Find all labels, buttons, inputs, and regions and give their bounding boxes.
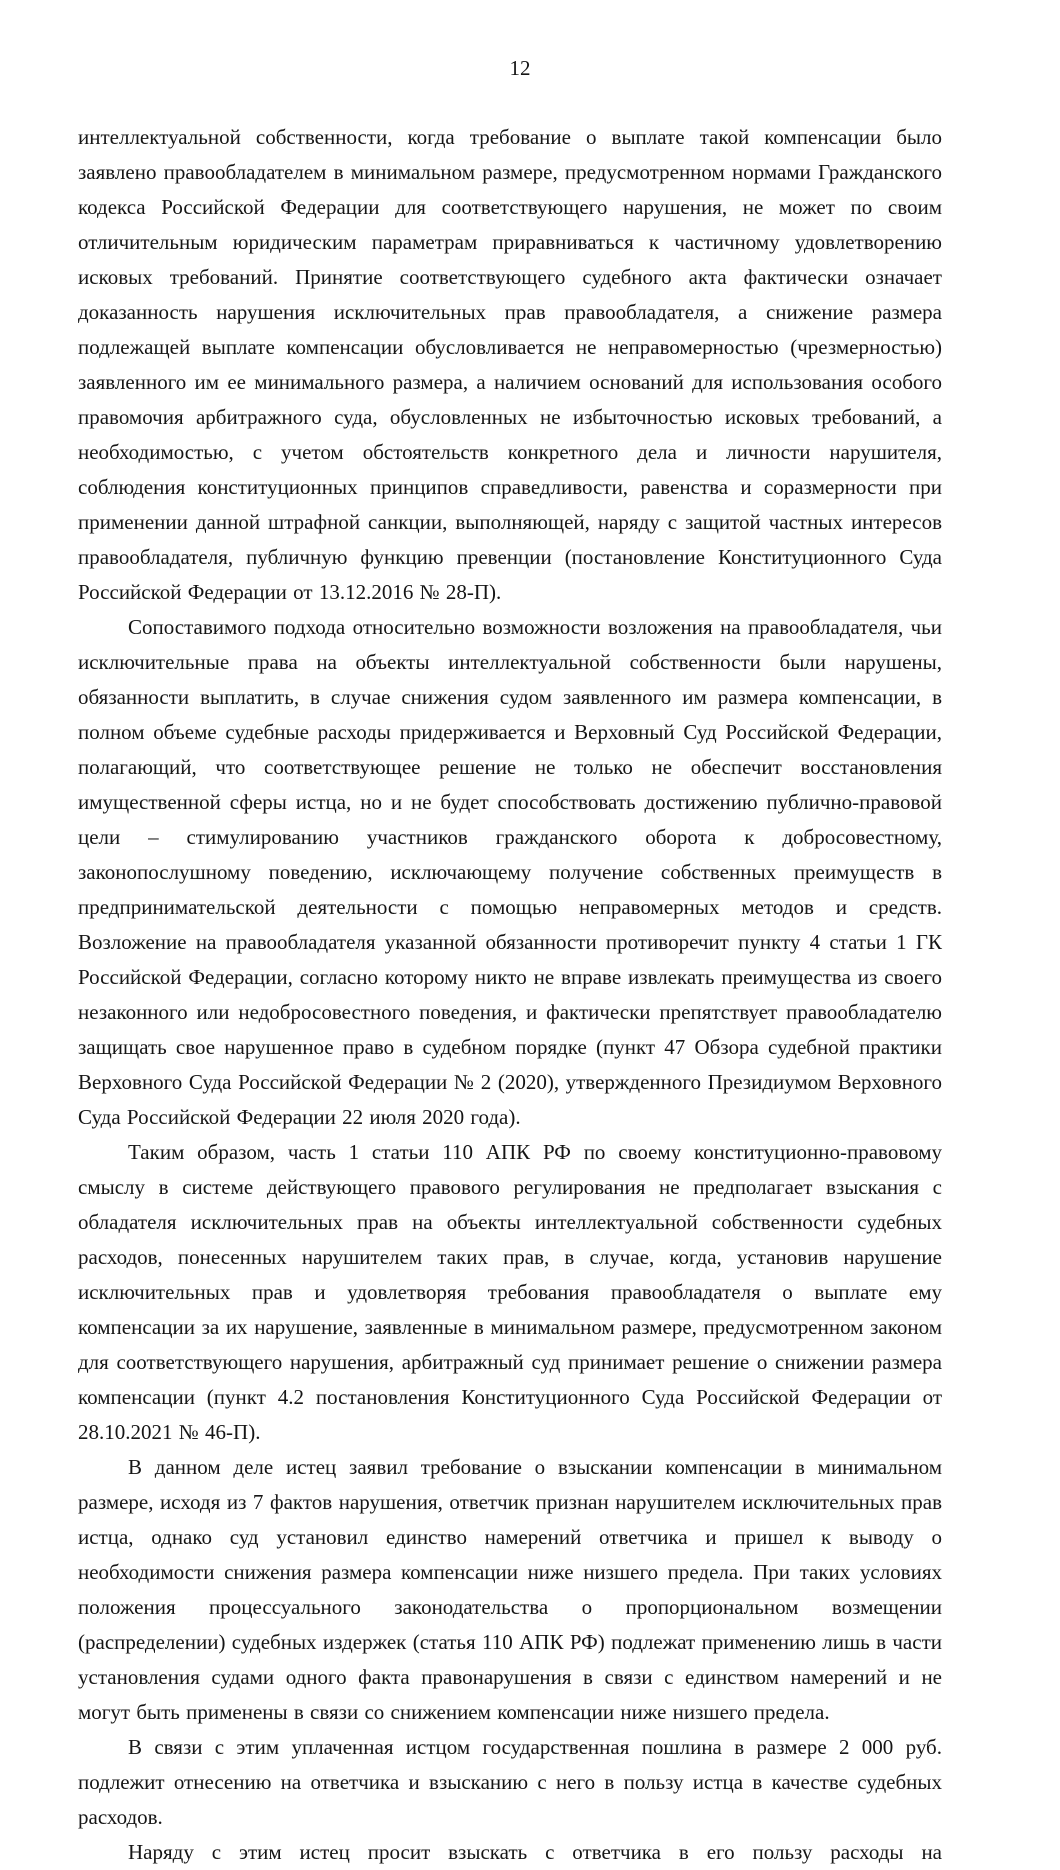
paragraph-article-110-apk: Таким образом, часть 1 статьи 110 АПК РФ по своему конституционно-правовому смыслу в системе действующего правового регулирования не предполагает взыскания с обладателя исключительных прав на объекты интеллектуальной собственности судебных расходов, понесенных нарушителем таких прав, в случае, когда, установив нарушение исключительных прав и удовлетворяя требования правообладателя о выплате ему компенсации за их нарушение, заявленные в минимальном размере, предусмотренном законом для соответствующего нарушения, арбитражный суд принимает решение о снижении размера компенсации (пункт 4.2 постановления Конституционного Суда Российской Федерации от 28.10.2021 № 46-П). — [78, 1140, 942, 1444]
document-body — [78, 120, 942, 1870]
page-number: 12 — [509, 56, 531, 80]
paragraph-state-duty: В связи с этим уплаченная истцом государственная пошлина в размере 2 000 руб. подлежит отнесению на ответчика и взысканию с него в пользу истца в качестве судебных расходов. — [78, 1735, 942, 1829]
paragraph-expenses-intro: Наряду с этим истец просит взыскать с ответчика в его пользу расходы на — [128, 1840, 942, 1864]
paragraph-continuation: интеллектуальной собственности, когда требование о выплате такой компенсации было заявлено правообладателем в минимальном размере, предусмотренном нормами Гражданского кодекса Российской Федерации для соответствующего нарушения, не может по своим отличительным юридическим параметрам приравниваться к частичному удовлетворению исковых требований. Принятие соответствующего судебного акта фактически означает доказанность нарушения исключительных прав правообладателя, а снижение размера подлежащей выплате компенсации обусловливается не неправомерностью (чрезмерностью) заявленного им ее минимального размера, а наличием оснований для использования особого правомочия арбитражного суда, обусловленных не избыточностью исковых требований, а необходимостью, с учетом обстоятельств конкретного дела и личности нарушителя, соблюдения конституционных принципов справедливости, равенства и соразмерности при применении данной штрафной санкции, выполняющей, наряду с защитой частных интересов правообладателя, публичную функцию превенции (постановление Конституционного Суда Российской Федерации от 13.12.2016 № 28-П). — [78, 125, 942, 604]
paragraph-comparable-approach: Сопоставимого подхода относительно возможности возложения на правообладателя, чьи исключительные права на объекты интеллектуальной собственности были нарушены, обязанности выплатить, в случае снижения судом заявленного им размера компенсации, в полном объеме судебные расходы придерживается и Верховный Суд Российской Федерации, полагающий, что соответствующее решение не только не обеспечит восстановления имущественной сферы истца, но и не будет способствовать достижению публично-правовой цели – стимулированию участников гражданского оборота к добросовестному, законопослушному поведению, исключающему получение собственных преимуществ в предпринимательской деятельности с помощью неправомерных методов и средств. Возложение на правообладателя указанной обязанности противоречит пункту 4 статьи 1 ГК Российской Федерации, согласно которому никто не вправе извлекать преимущества из своего незаконного или недобросовестного поведения, и фактически препятствует правообладателю защищать свое нарушенное право в судебном порядке (пункт 47 Обзора судебной практики Верховного Суда Российской Федерации № 2 (2020), утвержденного Президиумом Верховного Суда Российской Федерации 22 июля 2020 года). — [78, 615, 942, 1129]
paragraph-case-facts: В данном деле истец заявил требование о взыскании компенсации в минимальном размере, исходя из 7 фактов нарушения, ответчик признан нарушителем исключительных прав истца, однако суд установил единство намерений ответчика и пришел к выводу о необходимости снижения размера компенсации ниже низшего предела. При таких условиях положения процессуального законодательства о пропорциональном возмещении (распределении) судебных издержек (статья 110 АПК РФ) подлежат применению лишь в части установления судами одного факта правонарушения в связи с единством намерений и не могут быть применены в связи со снижением компенсации ниже низшего предела. — [78, 1455, 942, 1724]
